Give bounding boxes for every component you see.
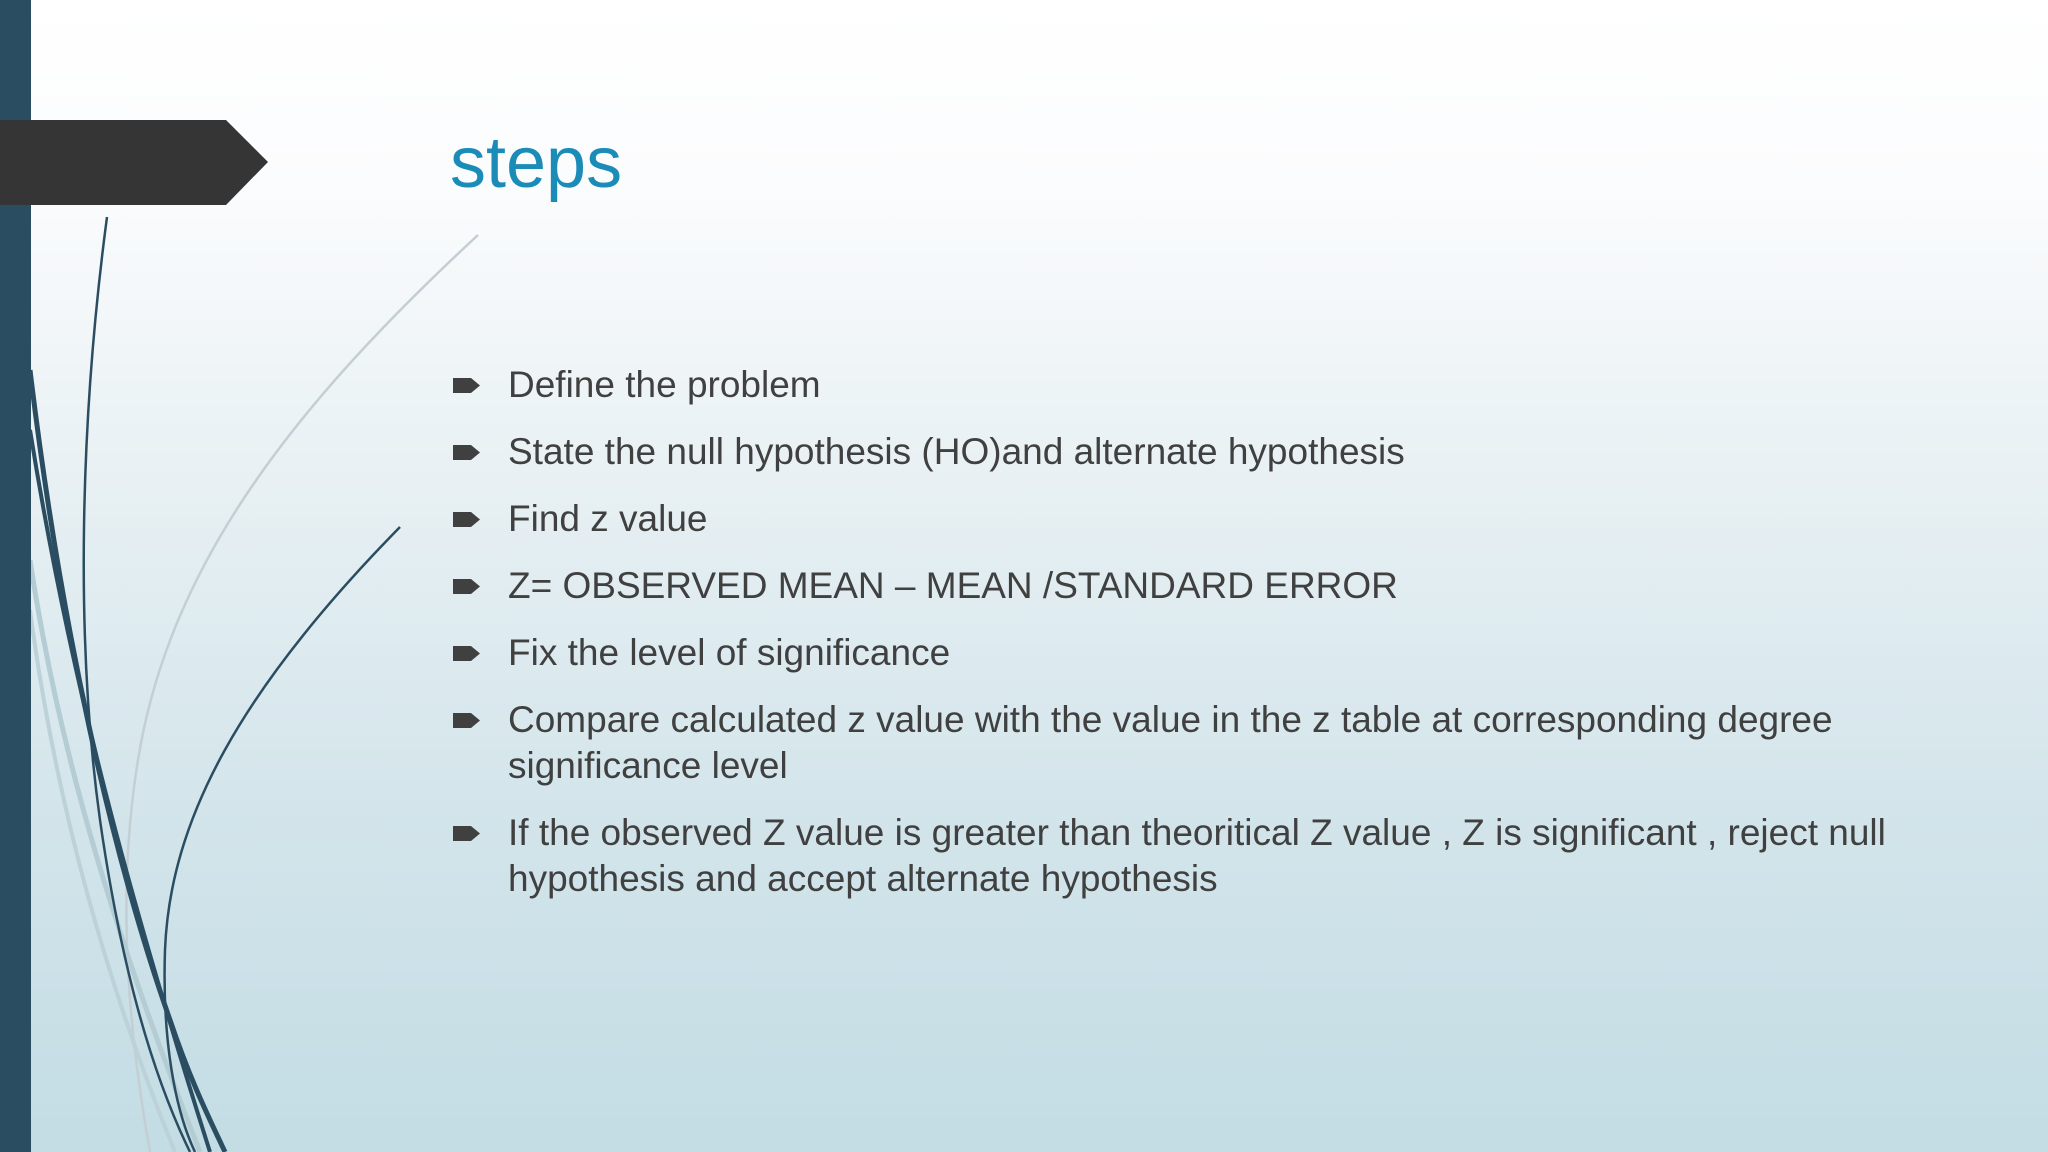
bullet-text: Z= OBSERVED MEAN – MEAN /STANDARD ERROR [508,565,1398,606]
bullet-item [450,429,1910,475]
bullet-text: Fix the level of significance [508,632,951,673]
bullet-item [450,362,1910,408]
bullet-text: Define the problem [508,364,821,405]
arrow-right-icon [453,512,480,527]
bullet-item [450,697,1910,789]
bullet-item [450,630,1910,676]
title-tab-shape [0,120,268,205]
bullet-text: State the null hypothesis (HO)and alternate hypothesis [508,431,1405,472]
arrow-right-icon [453,378,480,393]
slide-title: steps [450,123,623,203]
arrow-right-icon [453,445,480,460]
bullet-item [450,810,1910,902]
bullet-item [450,496,1910,542]
arrow-right-icon [453,646,480,661]
bullet-text: If the observed Z value is greater than theoritical Z value , Z is significant , reject null hypothesis and accept alternate hypothesis [508,812,1886,899]
bullet-text: Find z value [508,498,708,539]
bullet-list [450,362,1910,923]
bullet-item [450,563,1910,609]
arrow-right-icon [453,826,480,841]
arrow-right-icon [453,579,480,594]
arrow-right-icon [453,713,480,728]
bullet-text: Compare calculated z value with the value in the z table at corresponding degree significance level [508,699,1833,786]
